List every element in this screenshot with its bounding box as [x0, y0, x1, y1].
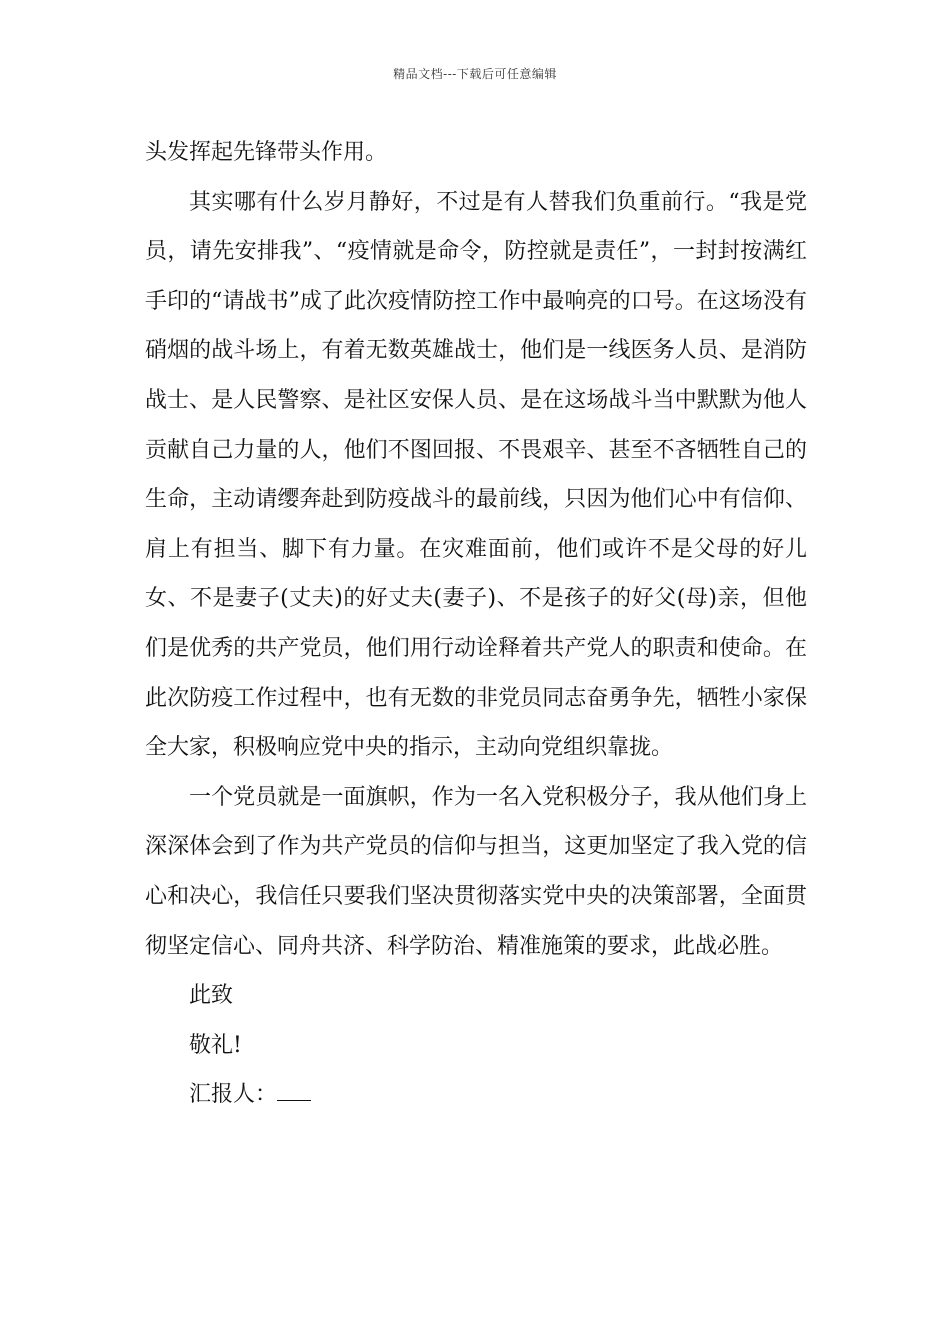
reporter-label: 汇报人：: [189, 1082, 278, 1108]
regards: 敬礼!: [189, 1032, 242, 1058]
reporter-blank: [277, 1100, 311, 1101]
paragraph-continuation: 头发挥起先锋带头作用。: [145, 140, 388, 165]
document-body: [145, 128, 807, 1120]
reporter-line: [145, 1070, 807, 1120]
paragraph-resolve: 一个党员就是一面旗帜，作为一名入党积极分子，我从他们身上深深体会到了作为共产党员的信仰与担当，这更加坚定了我入党的信心和决心，我信任只要我们坚决贯彻落实党中央的决策部署，全面贯彻坚定信心、同舟共济、科学防治、精准施策的要求，此战必胜。: [145, 784, 807, 959]
page-header: 精品文档---下载后可任意编辑: [393, 67, 557, 81]
salutation: 此致: [189, 983, 234, 1009]
paragraph-heroes: 其实哪有什么岁月静好，不过是有人替我们负重前行。“我是党员，请先安排我”、“疫情就是命令，防控就是责任”，一封封按满红手印的“请战书”成了此次疫情防控工作中最响亮的口号。在这场没有硝烟的战斗场上，有着无数英雄战士，他们是一线医务人员、是消防战士、是人民警察、是社区安保人员、是在这场战斗当中默默为他人贡献自己力量的人，他们不图回报、不畏艰辛、甚至不吝牺牲自己的生命，主动请缨奔赴到防疫战斗的最前线，只因为他们心中有信仰、肩上有担当、脚下有力量。在灾难面前，他们或许不是父母的好儿女、不是妻子(丈夫)的好丈夫(妻子)、不是孩子的好父(母)亲，但他们是优秀的共产党员，他们用行动诠释着共产党人的职责和使命。在此次防疫工作过程中，也有无数的非党员同志奋勇争先，牺牲小家保全大家，积极响应党中央的指示，主动向党组织靠拢。: [145, 189, 807, 761]
